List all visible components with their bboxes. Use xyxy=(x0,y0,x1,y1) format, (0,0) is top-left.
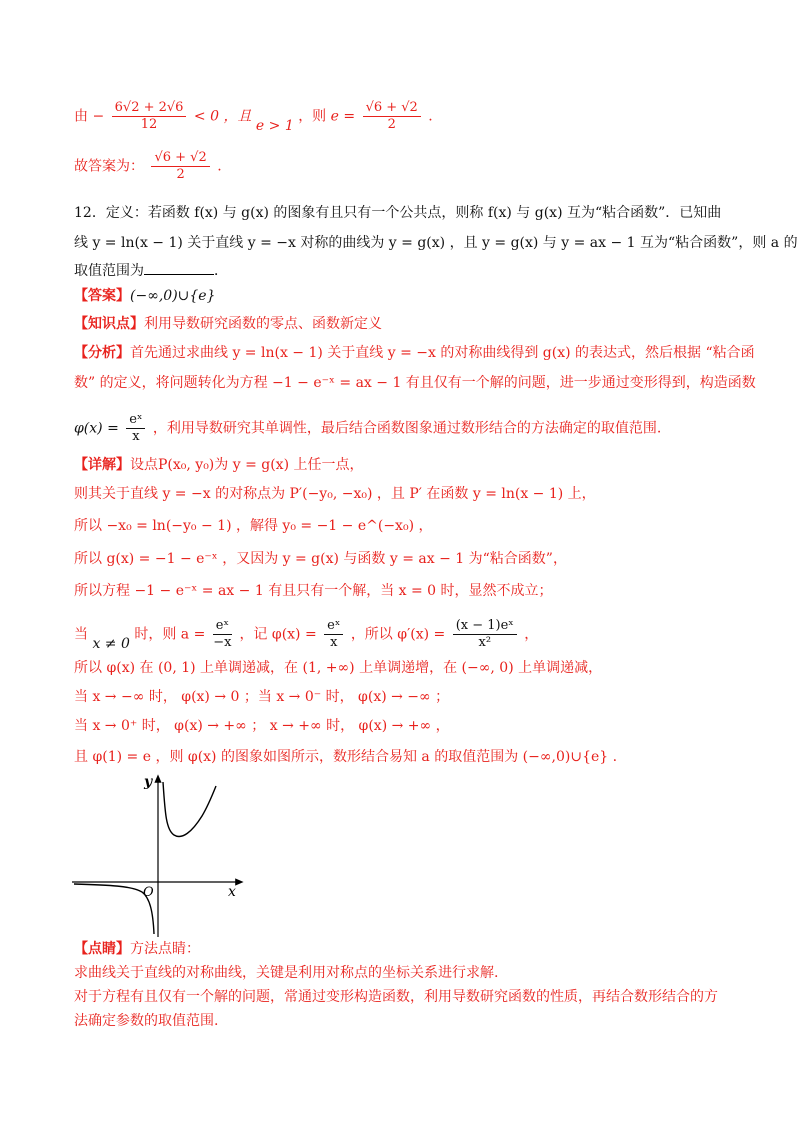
question-line-2: 线 y = ln(x − 1) 关于直线 y = −x 对称的曲线为 y = g(x) ，且 y = g(x) 与 y = ax − 1 互为“粘合函数”，则 a 的 xyxy=(74,235,798,251)
fraction: $\frac{\text{eˣ}}{-x}$ xyxy=(213,618,232,650)
fraction: $\frac{6√2 + 2√6}{12}$ xyxy=(112,100,187,133)
solution-line-1: 由 − $\frac{6√2 + 2√6}{12}$ < 0 ，且 e > 1 ，则 e = $\frac{√6 + √2}{2}$ . xyxy=(74,100,433,134)
detail-line-6: 当 x ≠ 0 时，则 a = $\frac{\text{eˣ}}{-x}$ ，记 φ(x) = $\frac{\text{eˣ}}{x}$ ，所以 φ′(x) = $\frac{\text{(x − 1)eˣ}}{\text{x²}}$ ， xyxy=(74,618,539,652)
text-prefix: 由 xyxy=(74,108,88,125)
detail-line-2: 则其关于直线 y = −x 的对称点为 P′(−y₀, −x₀) ，且 P′ 在函数 y = ln(x − 1) 上， xyxy=(74,486,596,502)
analysis-line-3: φ(x) = $\frac{\text{eˣ}}{x}$ ，利用导数研究其单调性，最后结合函数图象通过数形结合的方法确定的取值范围. xyxy=(74,412,662,444)
knowledge-line: 【知识点】利用导数研究函数的零点、函数新定义 xyxy=(74,316,382,332)
fraction: $\frac{\text{(x − 1)eˣ}}{\text{x²}}$ xyxy=(453,618,517,651)
fraction: $\frac{√6 + √2}{2}$ xyxy=(363,100,421,133)
answer-blank xyxy=(144,260,214,275)
fraction: $\frac{\text{eˣ}}{x}$ xyxy=(324,618,343,651)
solution-line-2: 故答案为： $\frac{√6 + √2}{2}$ . xyxy=(74,150,222,182)
detail-line-8: 当 x → −∞ 时， φ(x) → 0 ；当 x → 0⁻ 时， φ(x) → −∞ ； xyxy=(74,689,450,705)
fraction: $\frac{\text{eˣ}}{x}$ xyxy=(126,412,145,445)
function-graph xyxy=(70,772,250,940)
comment-line-1: 求曲线关于直线的对称曲线，关键是利用对称点的坐标关系进行求解. xyxy=(74,965,499,981)
detail-line-3: 所以 −x₀ = ln(−y₀ − 1) ，解得 y₀ = −1 − e^(−x₀) ， xyxy=(74,518,433,534)
question-line-3: 取值范围为 ． xyxy=(74,260,740,282)
curve-right-branch xyxy=(163,782,216,836)
detail-line-1: 【详解】设点P(x₀, y₀)为 y = g(x) 上任一点， xyxy=(74,457,364,473)
detail-line-4: 所以 g(x) = −1 − e⁻ˣ ，又因为 y = g(x) 与函数 y = ax − 1 为“粘合函数”， xyxy=(74,551,567,567)
x-axis-label: x xyxy=(228,884,236,900)
curve-left-branch xyxy=(74,884,154,934)
detail-line-5: 所以方程 −1 − e⁻ˣ = ax − 1 有且只有一个解，当 x = 0 时，显然不成立； xyxy=(74,583,553,599)
comment-line-title: 【点睛】方法点睛： xyxy=(74,941,200,957)
detail-line-9: 当 x → 0⁺ 时， φ(x) → +∞ ； x → +∞ 时， φ(x) → +∞ ， xyxy=(74,718,450,734)
answer-line: 【答案】(−∞,0)∪{e} xyxy=(74,288,216,304)
detail-line-10: 且 φ(1) = e ，则 φ(x) 的图象如图所示，数形结合易知 a 的取值范围为 (−∞,0)∪{e} . xyxy=(74,749,618,765)
fraction: $\frac{√6 + √2}{2}$ xyxy=(151,150,209,183)
origin-label: O xyxy=(143,885,154,900)
y-axis-label: y xyxy=(144,774,153,790)
question-line-1: 12．定义：若函数 f(x) 与 g(x) 的图象有且只有一个公共点，则称 f(x) 与 g(x) 互为“粘合函数”．已知曲 xyxy=(74,205,722,221)
detail-line-7: 所以 φ(x) 在 (0, 1) 上单调递减，在 (1, +∞) 上单调递增，在 (−∞, 0) 上单调递减， xyxy=(74,660,603,676)
analysis-line-1: 【分析】首先通过求曲线 y = ln(x − 1) 关于直线 y = −x 的对称曲线得到 g(x) 的表达式，然后根据 “粘合函 xyxy=(74,345,755,361)
analysis-line-2: 数” 的定义，将问题转化为方程 −1 − e⁻ˣ = ax − 1 有且仅有一个解的问题，进一步通过变形得到，构造函数 xyxy=(74,375,756,391)
comment-line-3: 法确定参数的取值范围. xyxy=(74,1013,219,1029)
comment-line-2: 对于方程有且仅有一个解的问题，常通过变形构造函数，利用导数研究函数的性质，再结合数形结合的方 xyxy=(74,989,718,1005)
